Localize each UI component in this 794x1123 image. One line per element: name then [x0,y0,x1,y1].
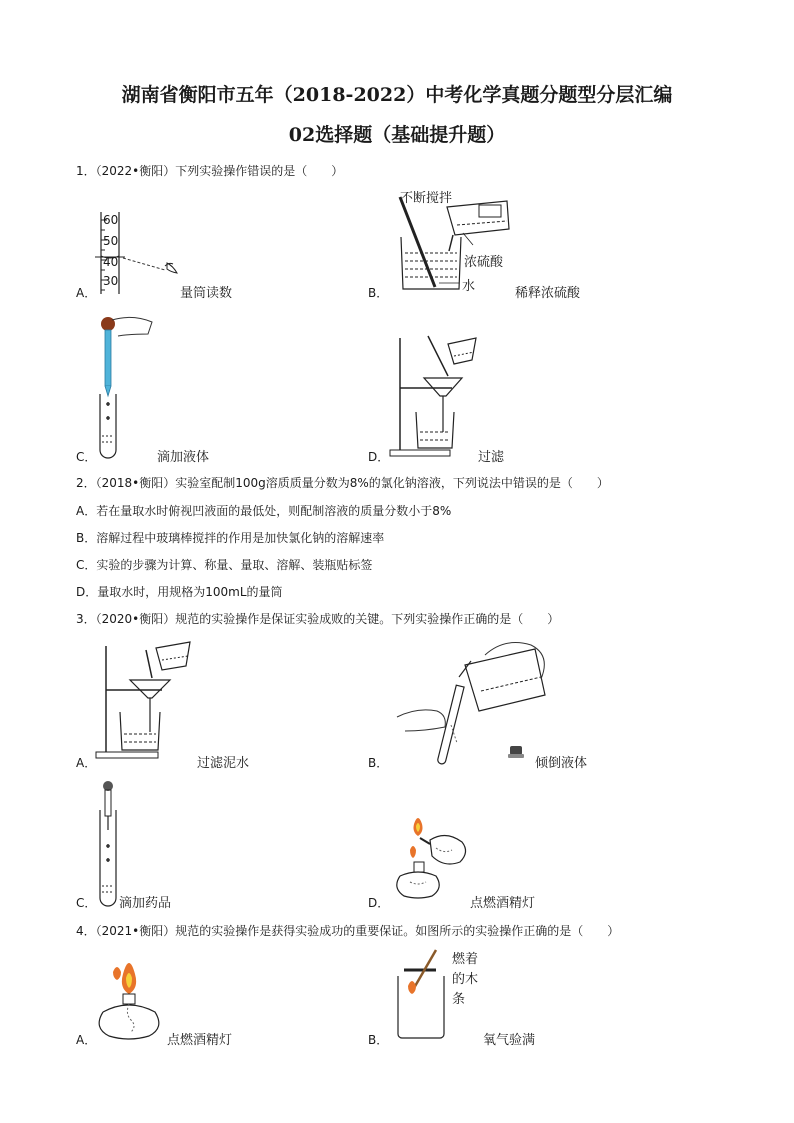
cylinder-mark-30: 30 [103,274,119,288]
option-c-caption: 滴加液体 [157,450,210,465]
q4-option-a-letter: A． [76,1033,97,1047]
label-stir: 不断搅拌 [400,191,453,206]
q2-option-d: D．量取水时，用规格为100mL的量筒 [76,585,283,599]
question-3-stem: 3．（2020•衡阳）规范的实验操作是保证实验成败的关键。下列实验操作正确的是（ ） [76,612,560,626]
q4-option-b-caption: 氧气验满 [483,1033,536,1048]
lamp-to-lamp-figure [380,812,480,902]
filtration-mud-figure [92,640,202,760]
bottle-stopper-icon [507,744,525,760]
option-a-letter: A． [76,286,97,300]
q4-option-a-caption: 点燃酒精灯 [167,1033,233,1048]
dropper-in-tube-figure [92,780,132,910]
q2-option-c: C．实验的步骤为计算、称量、量取、溶解、装瓶贴标签 [76,558,373,572]
cylinder-mark-40: 40 [103,255,119,269]
cylinder-mark-60: 60 [103,213,119,227]
label-burning-stick-1: 燃着 [452,952,479,967]
option-b-caption: 稀释浓硫酸 [515,286,581,301]
q3-option-d-caption: 点燃酒精灯 [470,896,536,911]
alcohol-lamp-figure [95,952,165,1042]
option-d-letter: D． [368,450,390,464]
q4-option-b-letter: B． [368,1033,389,1047]
q3-option-b-caption: 倾倒液体 [535,756,588,771]
label-water: 水 [462,279,476,294]
label-conc-acid: 浓硫酸 [464,255,504,270]
option-b-letter: B． [368,286,389,300]
dropper-figure [92,310,162,460]
question-1-stem: 1．（2022•衡阳）下列实验操作错误的是（ ） [76,164,344,178]
oxygen-test-figure [392,948,452,1043]
option-d-caption: 过滤 [478,450,505,465]
cylinder-mark-50: 50 [103,234,119,248]
q3-option-a-caption: 过滤泥水 [197,756,250,771]
option-a-caption: 量筒读数 [180,286,233,301]
q3-option-a-letter: A． [76,756,97,770]
label-burning-stick-2: 的木 [452,972,479,987]
label-burning-stick-3: 条 [452,992,466,1007]
q3-option-d-letter: D． [368,896,390,910]
q3-option-c-caption: 滴加药品 [119,896,172,911]
q2-option-a: A．若在量取水时俯视凹液面的最低处，则配制溶液的质量分数小于8% [76,504,452,518]
question-4-stem: 4．（2021•衡阳）规范的实验操作是获得实验成功的重要保证。如图所示的实验操作正确的是（ ） [76,924,620,938]
filtration-figure [388,332,488,460]
document-subtitle: 02选择题（基础提升题） [288,124,506,146]
q2-option-b: B．溶解过程中玻璃棒搅拌的作用是加快氯化钠的溶解速率 [76,531,385,545]
q3-option-b-letter: B． [368,756,389,770]
q3-option-c-letter: C． [76,896,97,910]
document-title: 湖南省衡阳市五年（2018-2022）中考化学真题分题型分层汇编 [121,84,673,106]
question-2-stem: 2．（2018•衡阳）实验室配制100g溶质质量分数为8%的氯化钠溶液，下列说法中错误的是（ ） [76,476,609,490]
option-c-letter: C． [76,450,97,464]
